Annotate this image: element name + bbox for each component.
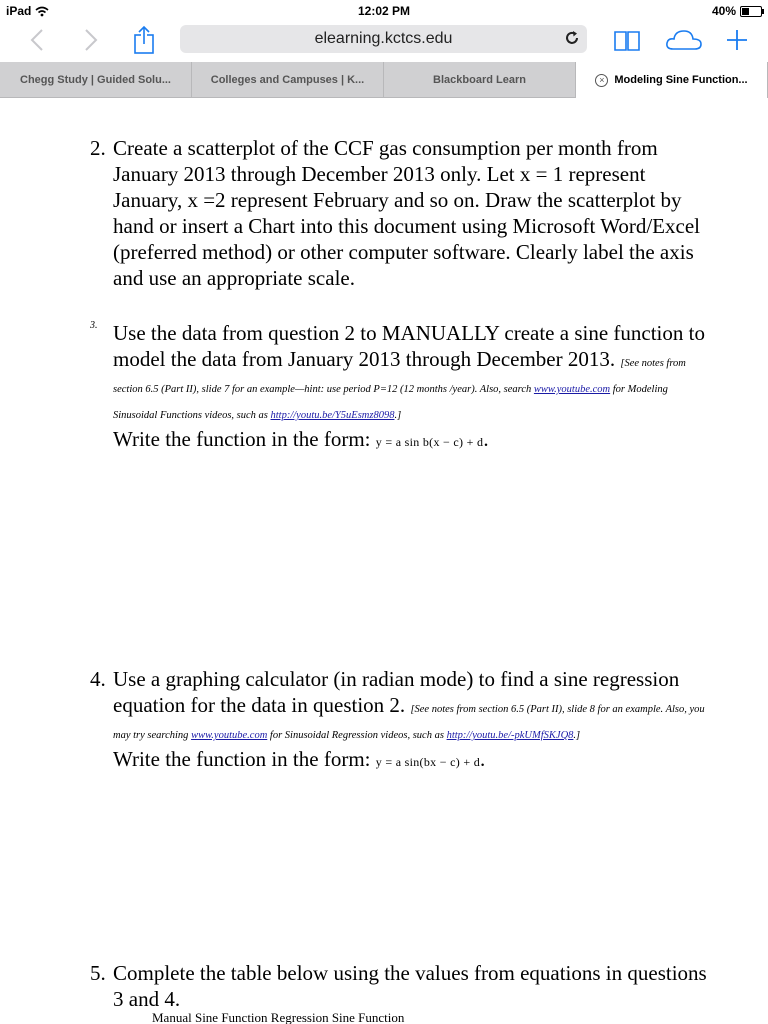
question-note: [See notes from section 6.5 (Part II), slide 8 for an example. Also, you may try searching www.youtube.com for Sinusoidal Regression videos, such as http://youtu.be/-pkUMfSKJQ8.] <box>113 704 705 741</box>
cloud-icon <box>665 28 703 52</box>
question-number: 5. <box>90 961 106 985</box>
question-3: Use the data from question 2 to MANUALLY create a sine function to model the data from January 2013 through December 2013. [See notes from section 6.5 (Part II), slide 7 for an example—hint: use period P=12 (12 months /year). Also, search www.youtube.com for Modeling Sinusoidal Functions videos, such as http://youtu.be/Y5uEsmz8098.] Write the function in the form: y = a sin b(x − c) + d. <box>113 321 705 451</box>
battery-level <box>742 8 749 15</box>
document-page <box>0 98 768 1024</box>
forward-button[interactable] <box>80 22 102 58</box>
reload-icon[interactable] <box>563 29 581 47</box>
question-2 <box>90 135 710 291</box>
clock: 12:02 PM <box>357 4 411 18</box>
tab-blackboard[interactable] <box>384 62 576 97</box>
browser-toolbar <box>0 22 768 62</box>
tab-label: Chegg Study | Guided Solu... <box>20 73 171 86</box>
new-tab-button[interactable] <box>724 22 750 58</box>
question-text: Complete the table below using the values from equations in questions 3 and 4. <box>113 961 707 1011</box>
status-bar <box>0 0 768 22</box>
youtube-link[interactable]: www.youtube.com <box>191 730 268 741</box>
chevron-right-icon <box>84 28 98 52</box>
video-link[interactable]: http://youtu.be/Y5uEsmz8098 <box>270 410 395 421</box>
close-tab-icon[interactable]: × <box>595 74 608 87</box>
video-link[interactable]: http://youtu.be/-pkUMfSKJQ8 <box>446 730 574 741</box>
table-header-row: Manual Sine Function Regression Sine Function <box>152 1010 405 1024</box>
question-4: 4. Use a graphing calculator (in radian mode) to find a sine regression equation for the data in question 2. [See notes from section 6.5 (Part II), slide 8 for an example. Also, you may try searching www.youtube.com for Sinusoidal Regression videos, such as http://youtu.be/-pkUMfSKJQ8.] Write the function in the form: y = a sin(bx − c) + d. <box>90 667 705 771</box>
question-number: 3. <box>90 320 98 331</box>
form-prompt: Write the function in the form: <box>113 427 371 451</box>
tab-label: Colleges and Campuses | K... <box>210 73 365 86</box>
question-5 <box>90 960 710 1012</box>
battery-percent: 40% <box>711 4 736 18</box>
device-label: iPad <box>6 4 32 18</box>
tab-colleges[interactable] <box>192 62 384 97</box>
tab-label: Blackboard Learn <box>433 73 526 86</box>
form-prompt: Write the function in the form: <box>113 747 371 771</box>
share-icon <box>132 25 156 55</box>
chevron-left-icon <box>30 28 44 52</box>
formula: y = a sin b(x − c) + d <box>375 435 484 449</box>
url-text: elearning.kctcs.edu <box>314 30 453 47</box>
question-number: 4. <box>90 667 106 691</box>
tab-modeling-sine[interactable] <box>575 62 768 98</box>
icloud-tabs-button[interactable] <box>664 22 704 58</box>
youtube-link[interactable]: www.youtube.com <box>533 384 611 395</box>
share-button[interactable] <box>130 22 158 58</box>
tab-bar <box>0 62 768 98</box>
address-bar[interactable] <box>180 25 587 53</box>
back-button[interactable] <box>26 22 48 58</box>
tab-chegg[interactable] <box>0 62 192 97</box>
question-text: Use a graphing calculator (in radian mode) to find a sine regression equation for the data in question 2. <box>113 667 680 717</box>
battery-icon <box>740 6 762 17</box>
bookmarks-button[interactable] <box>612 22 642 58</box>
question-text: Create a scatterplot of the CCF gas consumption per month from January 2013 through December 2013 only. Let x = 1 represent January, x =2 represent February and so on. Draw the scatterplot by hand or insert a Chart into this document using Microsoft Word/Excel (preferred method) or other computer software. Clearly label the axis and use an appropriate scale. <box>113 136 700 290</box>
plus-icon <box>726 29 748 51</box>
question-note: [See notes from section 6.5 (Part II), slide 7 for an example—hint: use period P=12 (12 months /year). Also, search www.youtube.com for Modeling Sinusoidal Functions videos, such as http://youtu.be/Y5uEsmz8098.] <box>113 358 686 421</box>
question-number: 2. <box>90 136 106 160</box>
book-icon <box>613 28 641 52</box>
tab-label: Modeling Sine Function... <box>614 74 748 86</box>
formula: y = a sin(bx − c) + d <box>375 755 481 769</box>
question-text: Use the data from question 2 to MANUALLY create a sine function to model the data from January 2013 through December 2013. <box>113 321 705 371</box>
